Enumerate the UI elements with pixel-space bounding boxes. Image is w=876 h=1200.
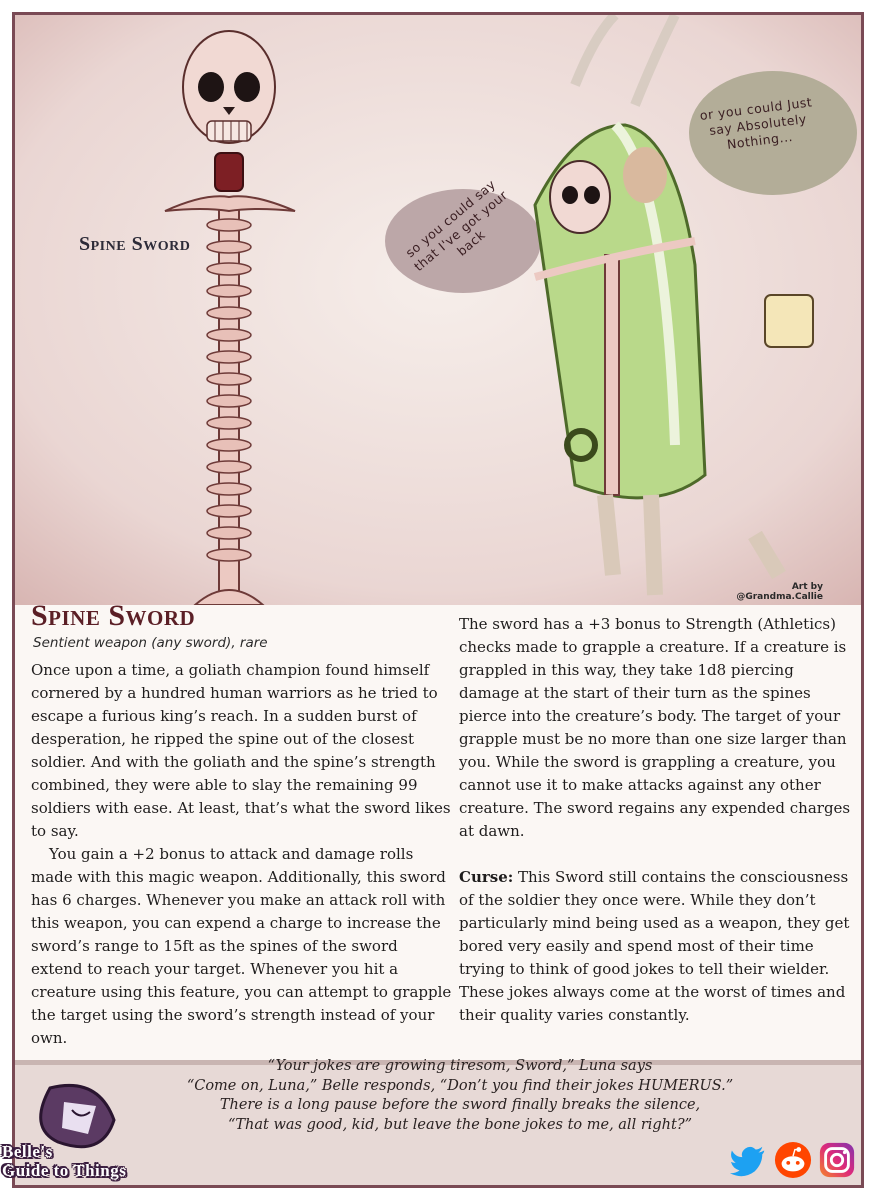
brand-name-line-2: Guide to Things — [2, 1161, 127, 1180]
art-credit — [733, 582, 823, 602]
item-subtitle: Sentient weapon (any sword), rare — [33, 635, 268, 651]
reddit-icon[interactable] — [774, 1141, 812, 1179]
quote-line-4: “That was good, kid, but leave the bone jokes to me, all right?” — [227, 1116, 693, 1133]
twitter-icon[interactable] — [730, 1141, 768, 1179]
art-credit-handle: @Grandma.Callie — [736, 592, 823, 602]
curse-label: Curse: — [459, 868, 514, 886]
brand-name-line-1: Belle's — [2, 1142, 53, 1161]
art-credit-label: Art by — [791, 582, 823, 592]
page-frame — [12, 12, 864, 1188]
body-paragraph-2: You gain a +2 bonus to attack and damage rolls made with this magic weapon. Additionally, this sword has 6 charges. Whenever you make an attack roll with this weapon, you can expend a charge to increase the sword’s range to 15ft as the spines of the sword extend to reach your target. Whenever you hit a creature using this feature, you can attempt to grapple the target using the sword’s strength instead of your own. — [31, 845, 452, 1047]
right-column — [459, 613, 853, 1027]
left-column — [31, 659, 453, 1050]
quote-line-2: “Come on, Luna,” Belle responds, “Don’t you find their jokes HUMERUS.” — [186, 1077, 734, 1094]
curse-text: This Sword still contains the consciousness of the soldier they once were. While they don’t particularly mind being used as a weapon, they get bored very easily and spend most of their time trying to think of good jokes to tell their wielder. These jokes always come at the worst of times and their quality varies constantly. — [459, 868, 850, 1024]
curse-paragraph — [459, 866, 853, 1027]
art-label: Spine Sword — [79, 233, 191, 255]
body-paragraph-1: Once upon a time, a goliath champion found himself cornered by a hundred human warriors as he tried to escape a furious king’s reach. In a sudden burst of desperation, he ripped the spine out of the closest soldier. And with the goliath and the spine’s strength combined, they were able to slay the remaining 99 soldiers with ease. At least, that’s what the sword likes to say. — [31, 661, 451, 840]
quote-line-1: “Your jokes are growing tiresom, Sword,” Luna says — [267, 1058, 653, 1074]
closing-quote — [140, 1057, 780, 1135]
quote-line-3: There is a long pause before the sword finally breaks the silence, — [219, 1097, 701, 1113]
item-title: Spine Sword — [31, 599, 196, 632]
speech-bubble-right-text: or you could Just say Absolutely Nothing... — [698, 94, 814, 152]
instagram-icon[interactable] — [818, 1141, 856, 1179]
speech-bubble-left-text: so you could say that I've got your back — [402, 176, 511, 275]
body-paragraph-3: The sword has a +3 bonus to Strength (Athletics) checks made to grapple a creature. If a creature is grappled in this way, they take 1d8 piercing damage at the start of their turn as the spines pierce into the creature’s body. The target of your grapple must be no more than one size larger than you. While the sword is grappling a creature, you cannot use it to make attacks against any other creature. The sword regains any expended charges at dawn. — [459, 615, 851, 840]
